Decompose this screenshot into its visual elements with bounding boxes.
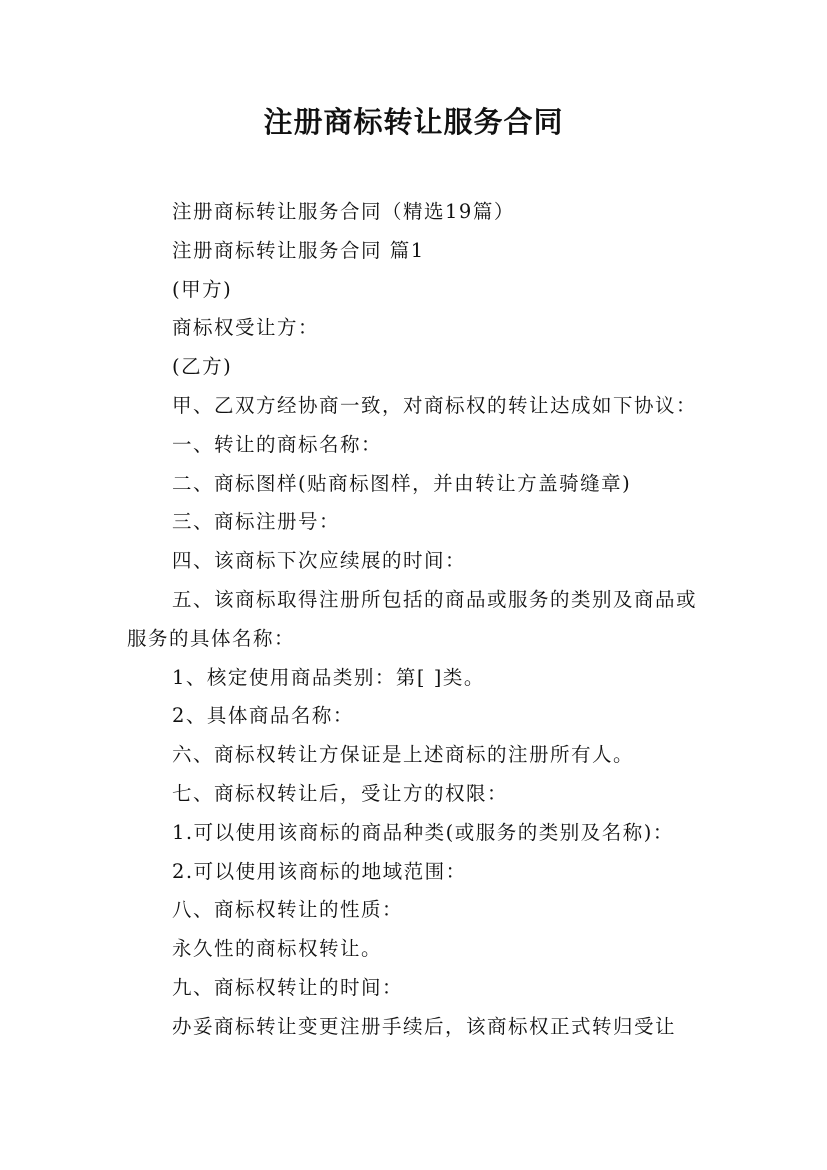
paragraph: (甲方) bbox=[172, 277, 233, 301]
paragraph: 永久性的商标权转让。 bbox=[172, 937, 383, 961]
paragraph: 1.可以使用该商标的商品种类(或服务的类别及名称)： bbox=[172, 820, 674, 844]
document-title: 注册商标转让服务合同 bbox=[263, 105, 564, 139]
paragraph: 注册商标转让服务合同 篇1 bbox=[172, 238, 425, 262]
paragraph: (乙方) bbox=[172, 355, 233, 379]
paragraph: 九、商标权转让的时间： bbox=[172, 975, 404, 999]
paragraph: 甲、乙双方经协商一致，对商标权的转让达成如下协议： bbox=[172, 393, 698, 417]
paragraph: 2、具体商品名称： bbox=[172, 704, 354, 728]
paragraph: 四、该商标下次应续展的时间： bbox=[172, 549, 467, 573]
paragraph: 1、核定使用商品类别：第[ ]类。 bbox=[172, 665, 485, 689]
document-body bbox=[127, 193, 707, 1047]
paragraph: 八、商标权转让的性质： bbox=[172, 898, 404, 922]
paragraph: 六、商标权转让方保证是上述商标的注册所有人。 bbox=[172, 743, 635, 767]
paragraph: 2.可以使用该商标的地域范围： bbox=[172, 859, 467, 883]
paragraph: 三、商标注册号： bbox=[172, 510, 341, 534]
paragraph: 七、商标权转让后，受让方的权限： bbox=[172, 781, 509, 805]
paragraph: 注册商标转让服务合同（精选19篇） bbox=[172, 200, 515, 223]
paragraph: 二、商标图样(贴商标图样，并由转让方盖骑缝章) bbox=[172, 471, 632, 495]
paragraph: 一、转让的商标名称： bbox=[172, 432, 383, 456]
paragraph: 五、该商标取得注册所包括的商品或服务的类别及商品或服务的具体名称： bbox=[127, 587, 698, 650]
paragraph: 办妥商标转让变更注册手续后，该商标权正式转归受让 bbox=[172, 1014, 677, 1038]
paragraph: 商标权受让方： bbox=[172, 316, 320, 340]
